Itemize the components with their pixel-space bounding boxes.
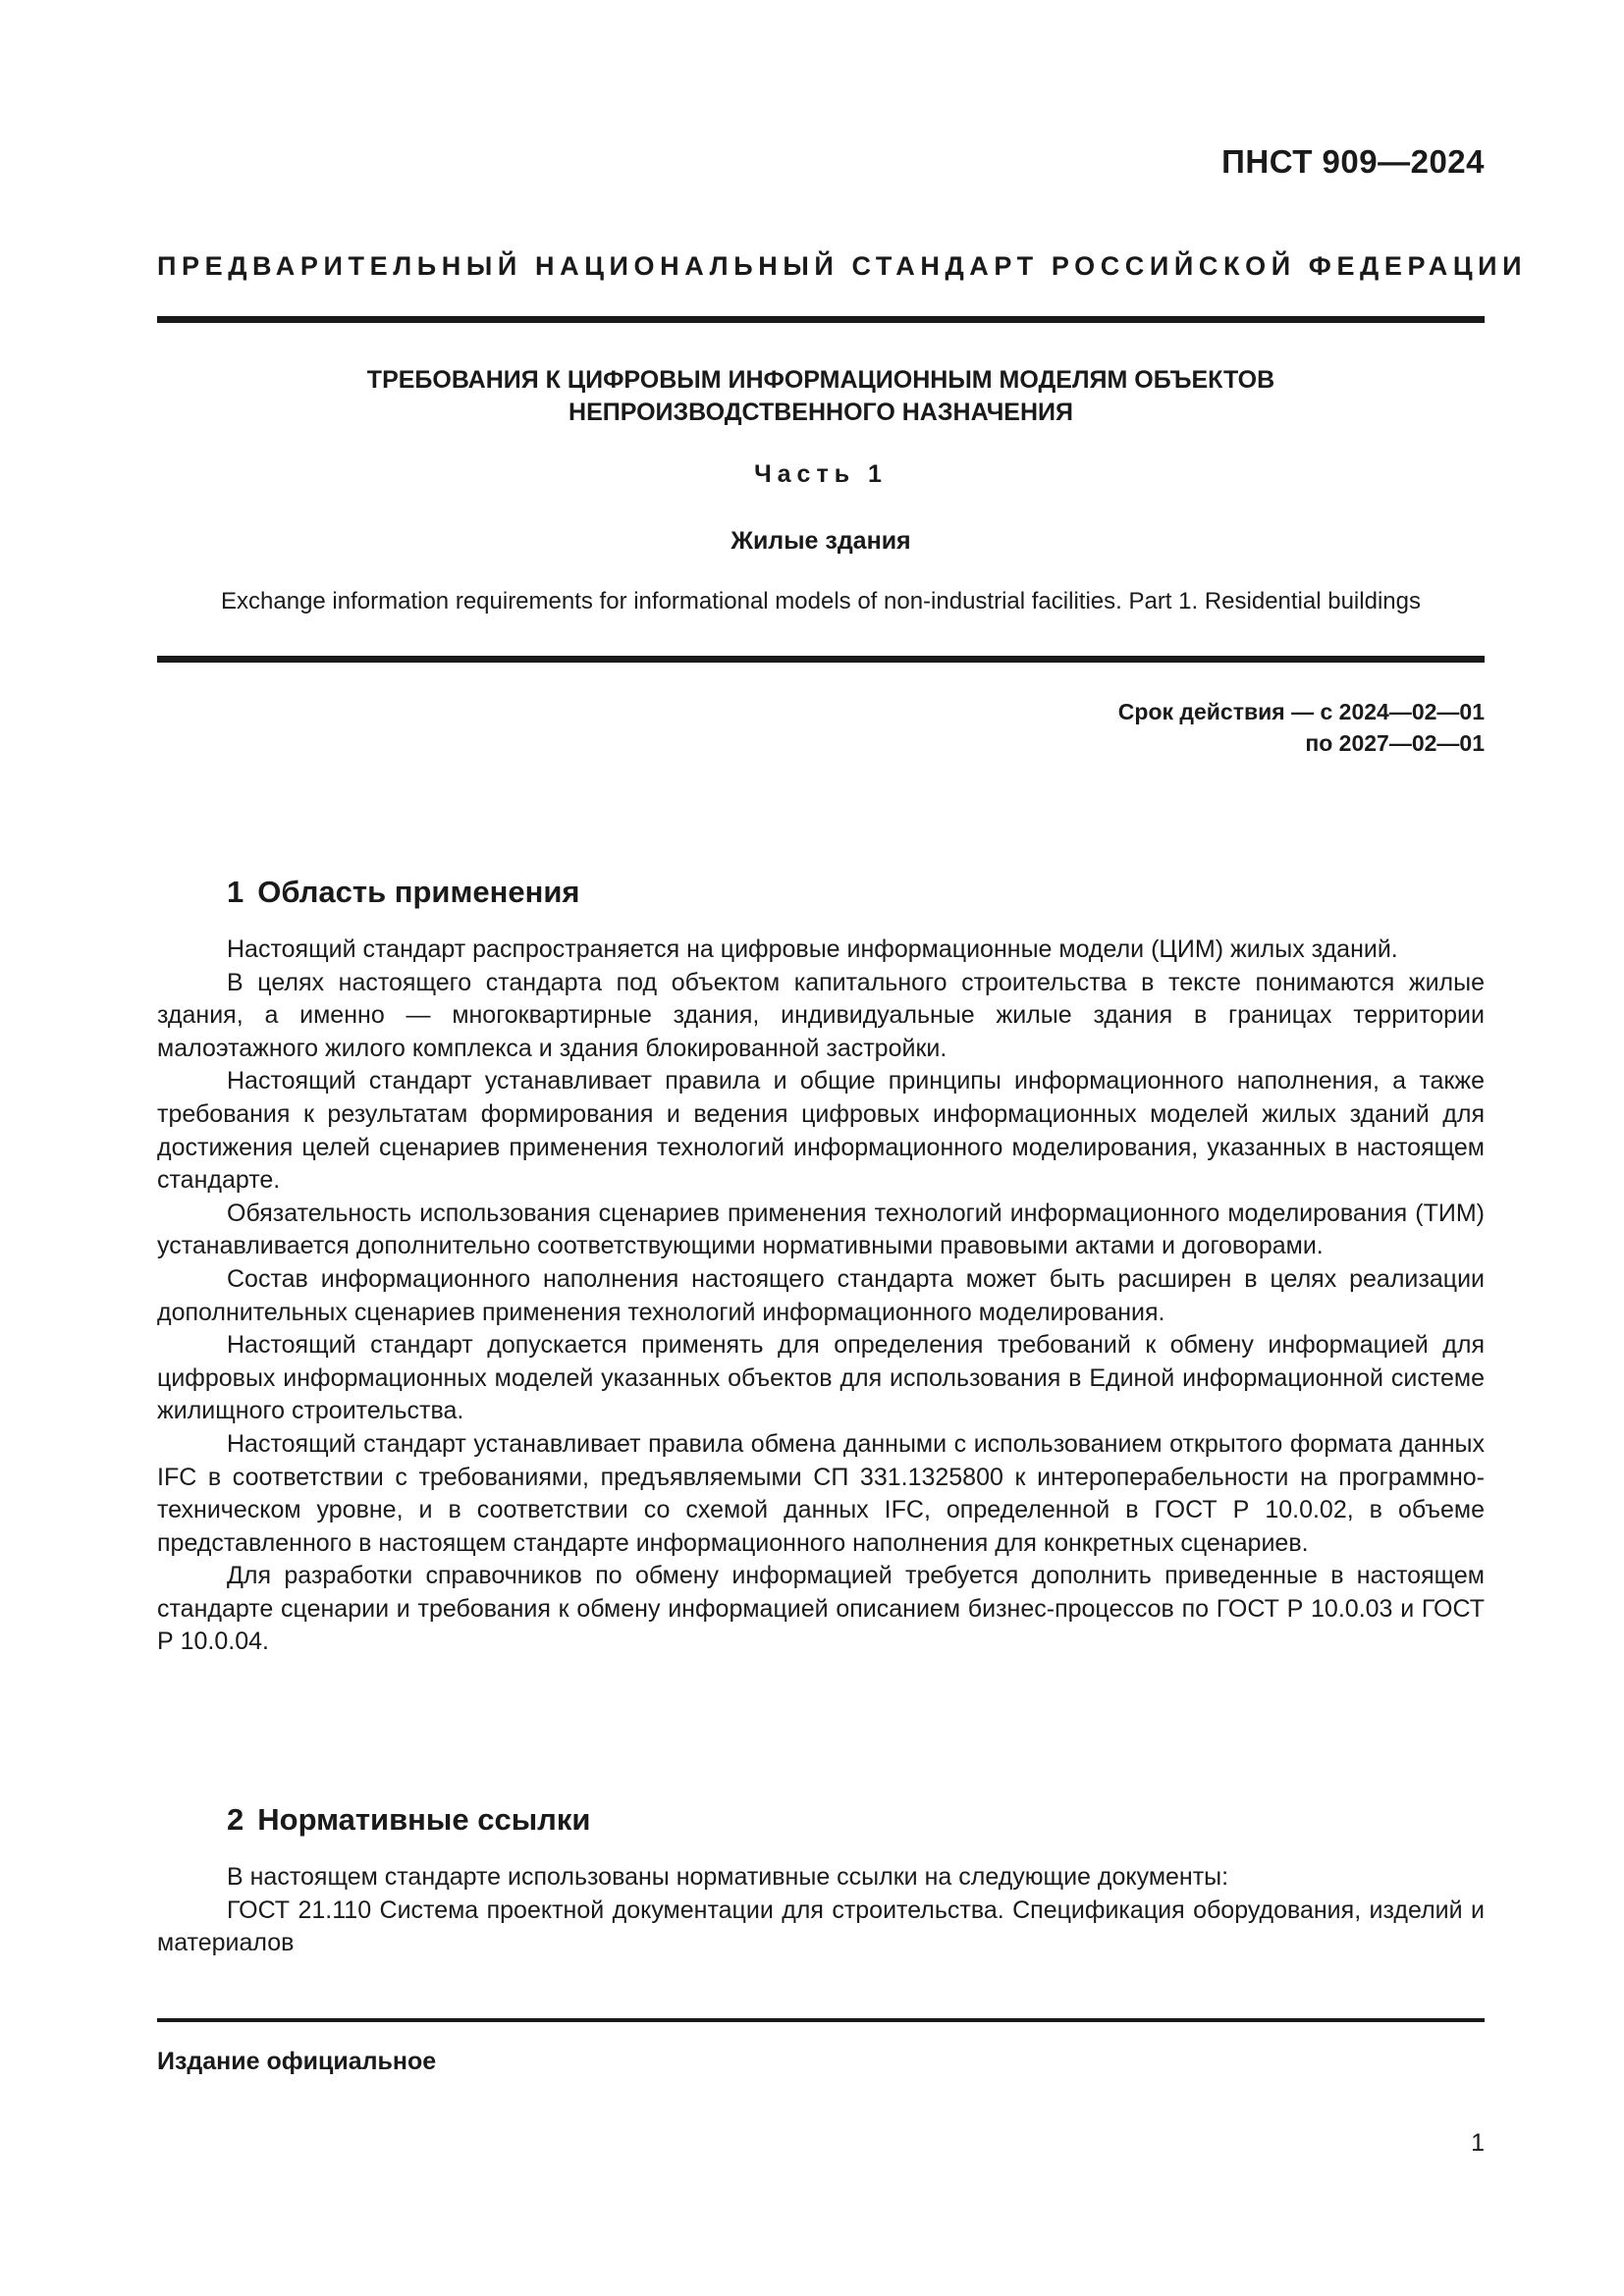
header-divider (157, 316, 1485, 323)
doc-number: ПНСТ 909—2024 (1221, 143, 1485, 180)
paragraph: Настоящий стандарт допускается применять для определения требований к обмену информацией для цифровых информационных моделей указанных объектов для использования в Единой информационной системе жилищного строительства. (157, 1331, 1485, 1425)
title-divider (157, 656, 1485, 663)
document-page (157, 0, 1528, 2296)
paragraph: Настоящий стандарт устанавливает правила и общие принципы информационного наполнения, а также требования к результатам формирования и ведения цифровых информационных моделей жилых зданий для достижения целей сценариев применения технологий информационного моделирования, указанных в настоящем стандарте. (157, 1067, 1485, 1195)
paragraph: Состав информационного наполнения настоящего стандарта может быть расширен в целях реализации дополнительных сценариев применения технологий информационного моделирования. (157, 1264, 1485, 1326)
part-label: Часть 1 (754, 460, 888, 488)
paragraph: В настоящем стандарте использованы нормативные ссылки на следующие документы: (227, 1863, 1229, 1891)
paragraph: Обязательность использования сценариев применения технологий информационного моделирования (ТИМ) устанавливается дополнительно соответствующими нормативными правовыми актами и договорами. (157, 1199, 1485, 1260)
section-2-body (157, 1861, 1485, 1960)
section-2-number: 2 (227, 1802, 244, 1837)
paragraph: Настоящий стандарт распространяется на цифровые информационные модели (ЦИМ) жилых зданий. (227, 935, 1398, 963)
section-2-heading (227, 1802, 590, 1838)
subtitle-en: Exchange information requirements for informational models of non-industrial facilities. Part 1. Residential buildings (221, 588, 1421, 614)
paragraph: Для разработки справочников по обмену информацией требуется дополнить приведенные в настоящем стандарте сценарии и требования к обмену информацией описанием бизнес-процессов по ГОСТ Р 10.0.03 и ГОСТ Р 10.0.04. (157, 1562, 1485, 1656)
title-line-1: ТРЕБОВАНИЯ К ЦИФРОВЫМ ИНФОРМАЦИОННЫМ МОДЕЛЯМ ОБЪЕКТОВ (366, 366, 1275, 394)
section-1-body (157, 934, 1485, 1659)
document-title (157, 364, 1485, 429)
section-1-title: Область применения (257, 875, 580, 909)
subtitle-ru: Жилые здания (731, 527, 911, 555)
standard-type: ПРЕДВАРИТЕЛЬНЫЙ НАЦИОНАЛЬНЫЙ СТАНДАРТ РОССИЙСКОЙ ФЕДЕРАЦИИ (157, 251, 1528, 281)
validity-to: по 2027—02—01 (1305, 730, 1485, 756)
section-1-heading (227, 875, 580, 910)
title-line-2: НЕПРОИЗВОДСТВЕННОГО НАЗНАЧЕНИЯ (568, 399, 1073, 426)
paragraph: Настоящий стандарт устанавливает правила обмена данными с использованием открытого формата данных IFC в соответствии с требованиями, предъявляемыми СП 331.1325800 к интероперабельности на программно-техническом уровне, и в соответствии со схемой данных IFC, определенной в ГОСТ Р 10.0.02, в объеме представленного в настоящем стандарте информационного наполнения для конкретных сценариев. (157, 1429, 1485, 1557)
paragraph: В целях настоящего стандарта под объектом капитального строительства в тексте понимаются жилые здания, а именно — многоквартирные здания, индивидуальные жилые здания в границах территории малоэтажного жилого комплекса и здания блокированной застройки. (157, 968, 1485, 1062)
section-2-title: Нормативные ссылки (257, 1802, 591, 1837)
edition-label: Издание официальное (157, 2048, 437, 2075)
paragraph: ГОСТ 21.110 Система проектной документации для строительства. Спецификация оборудования, изделий и материалов (157, 1896, 1485, 1957)
validity-period (1118, 696, 1485, 759)
page-number: 1 (1471, 2129, 1485, 2157)
section-1-number: 1 (227, 875, 244, 909)
validity-from: Срок действия — с 2024—02—01 (1117, 699, 1485, 724)
footer-divider (157, 2018, 1485, 2022)
